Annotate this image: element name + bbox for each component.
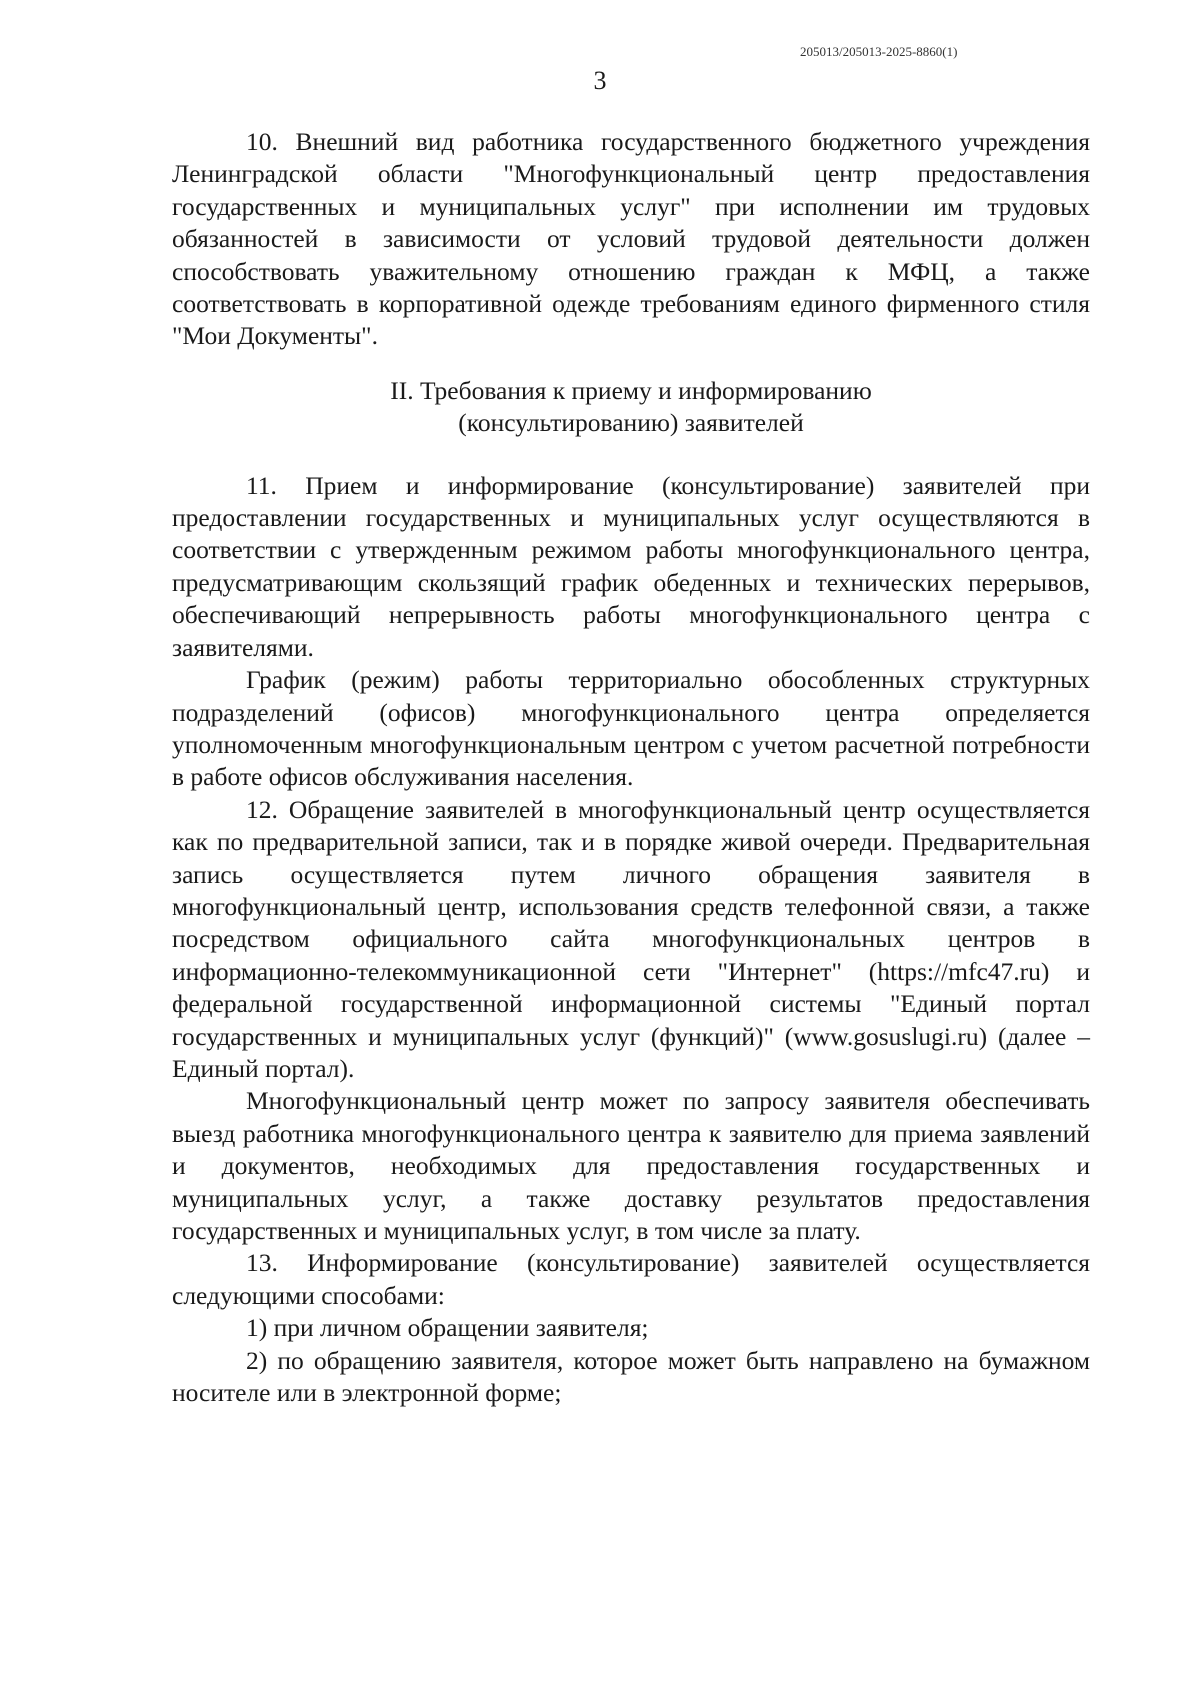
paragraph-13: 13. Информирование (консультирование) заявителей осуществляется следующими способами:	[172, 1248, 1090, 1310]
document-body	[172, 126, 1090, 1409]
page-number: 3	[593, 66, 607, 95]
paragraph-12-visit: Многофункциональный центр может по запросу заявителя обеспечивать выезд работника многофункционального центра к заявителю для приема заявлений и документов, необходимых для предоставления государственных и муниципальных услуг, а также доставку результатов предоставления государственных и муниципальных услуг, в том числе за плату.	[172, 1086, 1090, 1245]
paragraph-13-item-1: 1) при личном обращении заявителя;	[246, 1313, 649, 1343]
paragraph-11-schedule: График (режим) работы территориально обособленных структурных подразделений (офисов) многофункционального центра определяется уполномоченным многофункциональным центром с учетом расчетной потребности в работе офисов обслуживания населения.	[172, 665, 1090, 792]
paragraph-12: 12. Обращение заявителей в многофункциональный центр осуществляется как по предварительной записи, так и в порядке живой очереди. Предварительная запись осуществляется путем личного обращения заявителя в многофункциональный центр, использования средств телефонной связи, а также посредством официального сайта многофункциональных центров в информационно-телекоммуникационной сети "Интернет" (https://mfc47.ru) и федеральной государственной информационной системы "Единый портал государственных и муниципальных услуг (функций)" (www.gosuslugi.ru) (далее – Единый портал).	[172, 794, 1090, 1083]
section-heading	[172, 375, 1090, 440]
document-registration-number: 205013/205013-2025-8860(1)	[800, 44, 958, 59]
section-heading-line-2: (консультированию) заявителей	[458, 408, 804, 438]
paragraph-11: 11. Прием и информирование (консультирование) заявителей при предоставлении государственных и муниципальных услуг осуществляются в соответствии с утвержденным режимом работы многофункционального центра, предусматривающим скользящий график обеденных и технических перерывов, обеспечивающий непрерывность работы многофункционального центра с заявителями.	[172, 470, 1090, 662]
paragraph-10: 10. Внешний вид работника государственного бюджетного учреждения Ленинградской области "Многофункциональный центр предоставления государственных и муниципальных услуг" при исполнении им трудовых обязанностей в зависимости от условий трудовой деятельности должен способствовать уважительному отношению граждан к МФЦ, а также соответствовать в корпоративной одежде требованиям единого фирменного стиля "Мои Документы".	[172, 127, 1090, 351]
paragraph-13-item-2: 2) по обращению заявителя, которое может быть направлено на бумажном носителе или в электронной форме;	[172, 1345, 1090, 1408]
section-heading-line-1: II. Требования к приему и информированию	[390, 375, 872, 405]
